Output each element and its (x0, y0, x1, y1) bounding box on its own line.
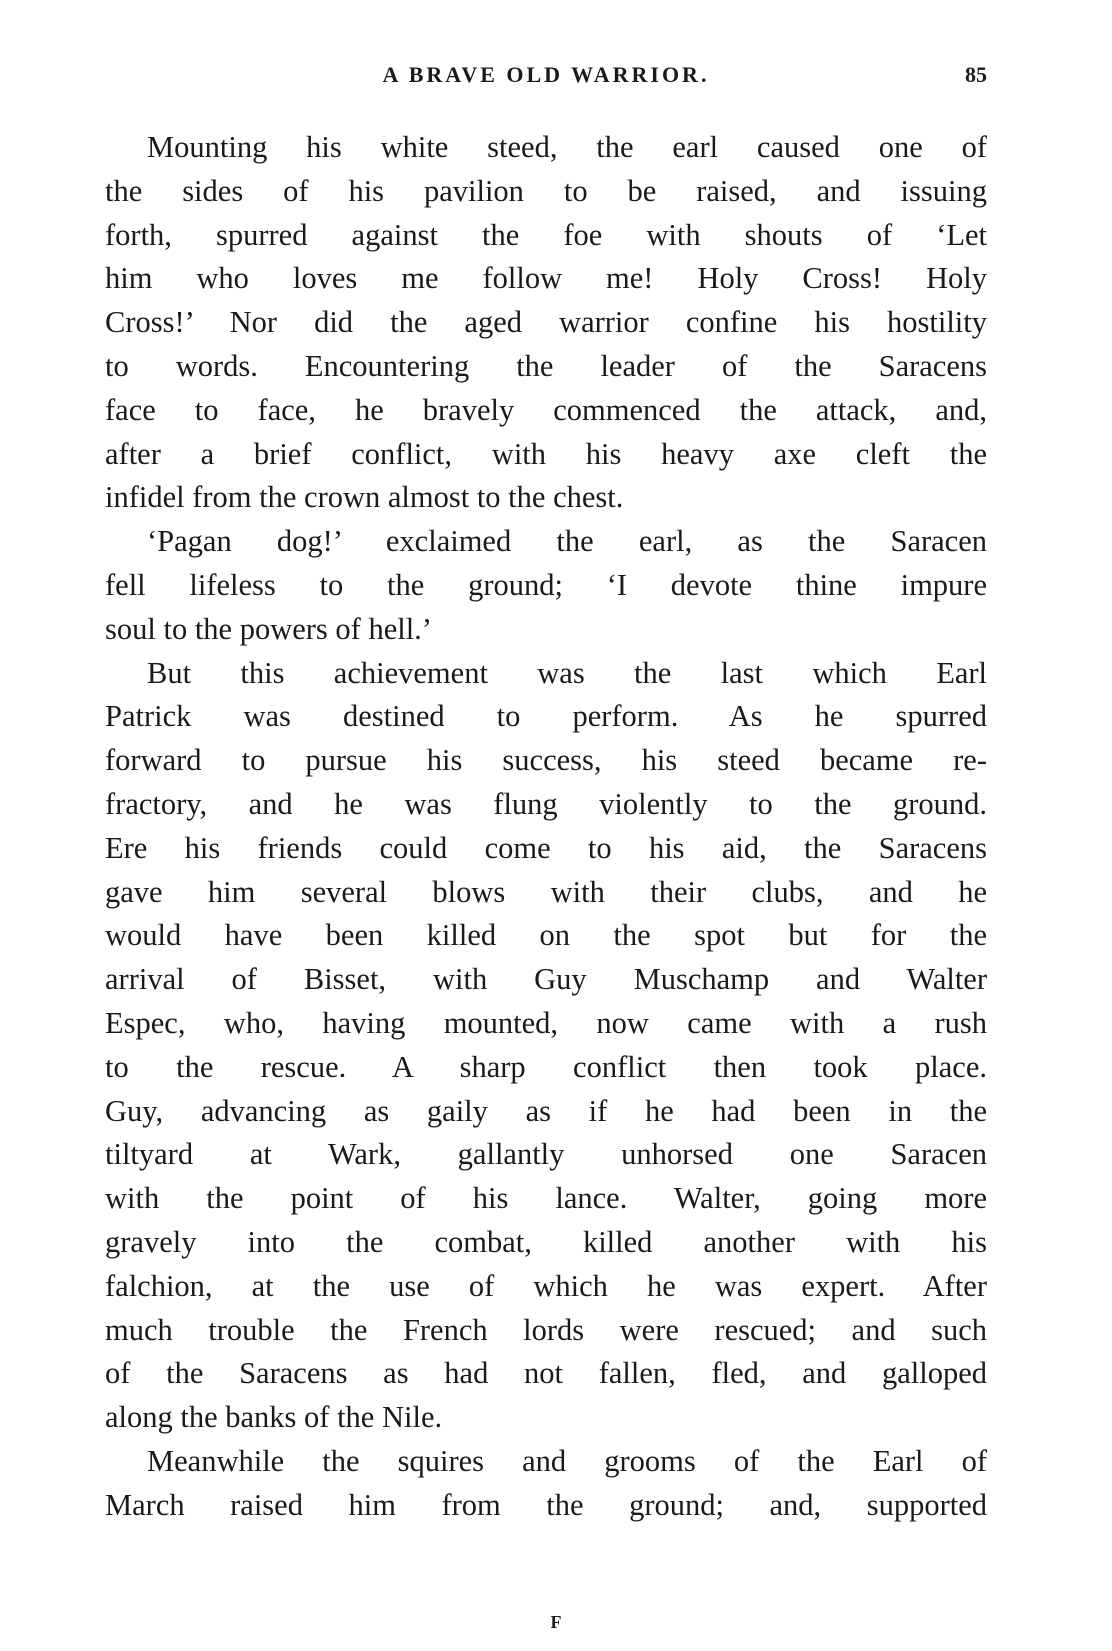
text-line: fractory, and he was flung violently to the ground. (105, 786, 987, 821)
text-line: Patrick was destined to perform. As he spurred (105, 699, 987, 734)
text-line: to the rescue. A sharp conflict then took place. (105, 1049, 987, 1084)
text-line: forward to pursue his success, his steed became re- (105, 743, 987, 778)
text-line: much trouble the French lords were rescued; and such (105, 1312, 987, 1347)
text-line: falchion, at the use of which he was expert. After (105, 1268, 987, 1303)
text-line: forth, spurred against the foe with shouts of ‘Let (105, 217, 987, 252)
page-number: 85 (965, 62, 987, 87)
text-line: gravely into the combat, killed another with his (105, 1224, 987, 1259)
running-head (105, 62, 987, 92)
text-line: But this achievement was the last which Earl (147, 655, 987, 690)
text-line: of the Saracens as had not fallen, fled, and galloped (105, 1356, 987, 1391)
text-line: fell lifeless to the ground; ‘I devote thine impure (105, 567, 987, 602)
text-line: March raised him from the ground; and, supported (105, 1487, 987, 1522)
text-line: him who loves me follow me! Holy Cross! Holy (105, 261, 987, 296)
text-line: gave him several blows with their clubs, and he (105, 874, 987, 909)
body-text (105, 126, 987, 1528)
running-title: A BRAVE OLD WARRIOR. (382, 62, 710, 87)
text-line: Meanwhile the squires and grooms of the Earl of (147, 1443, 987, 1478)
text-line: Espec, who, having mounted, now came with a rush (105, 1005, 987, 1040)
text-line: Cross!’ Nor did the aged warrior confine his hostility (105, 305, 987, 340)
text-line: after a brief conflict, with his heavy axe cleft the (105, 436, 987, 471)
text-line: with the point of his lance. Walter, going more (105, 1181, 987, 1216)
text-line: to words. Encountering the leader of the Saracens (105, 348, 987, 383)
text-line: along the banks of the Nile. (105, 1400, 443, 1435)
text-line: soul to the powers of hell.’ (105, 611, 432, 646)
text-line: infidel from the crown almost to the chest. (105, 480, 624, 515)
text-line: the sides of his pavilion to be raised, and issuing (105, 173, 987, 208)
text-line: arrival of Bisset, with Guy Muschamp and Walter (105, 962, 987, 997)
text-line: Ere his friends could come to his aid, the Saracens (105, 830, 987, 865)
text-line: Mounting his white steed, the earl caused one of (147, 130, 987, 164)
text-line: tiltyard at Wark, gallantly unhorsed one Saracen (105, 1137, 987, 1172)
text-line: face to face, he bravely commenced the attack, and, (105, 392, 987, 427)
text-line: ‘Pagan dog!’ exclaimed the earl, as the Saracen (147, 524, 987, 559)
text-line: Guy, advancing as gaily as if he had been in the (105, 1093, 987, 1128)
signature-mark: F (550, 1612, 562, 1632)
text-line: would have been killed on the spot but for the (105, 918, 987, 953)
